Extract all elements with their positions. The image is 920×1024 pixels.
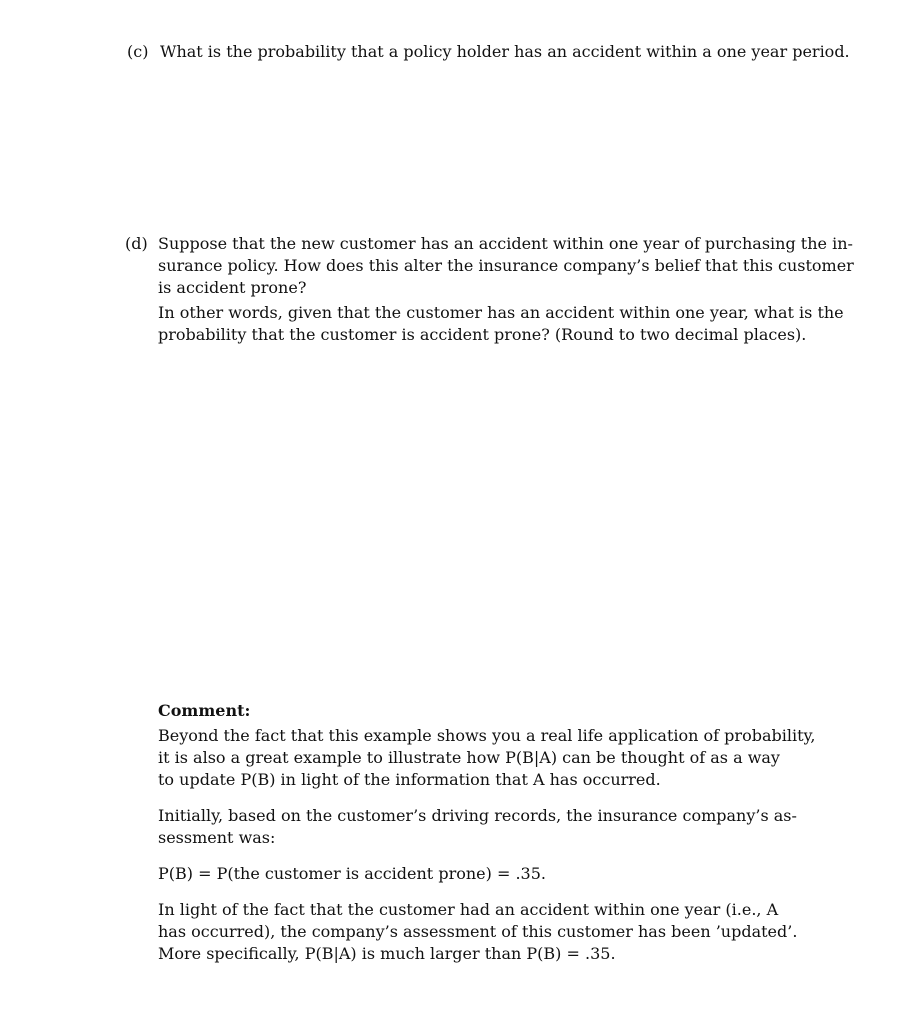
comment-formula-block: [158, 863, 778, 885]
comment-p2-line-1: Initially, based on the customer’s driving records, the insurance company’s as-: [158, 806, 797, 825]
comment-p3-line-3: More specifically, P(B|A) is much larger than P(B) = .35.: [158, 944, 616, 963]
comment-p1-line-3: to update P(B) in light of the information that A has occurred.: [158, 770, 661, 789]
comment-paragraph-2: [158, 805, 797, 849]
comment-p3-line-1: In light of the fact that the customer had an accident within one year (i.e., A: [158, 900, 779, 919]
question-c-label: (c): [127, 42, 149, 61]
comment-p1-line-1: Beyond the fact that this example shows you a real life application of probability,: [158, 726, 816, 745]
question-d-line-1: Suppose that the new customer has an accident within one year of purchasing the in-: [158, 234, 853, 253]
question-c-text-block: [160, 41, 860, 63]
comment-formula: P(B) = P(the customer is accident prone) = .35.: [158, 864, 546, 883]
question-c-text: What is the probability that a policy holder has an accident within a one year period.: [160, 42, 850, 61]
comment-p2-line-2: sessment was:: [158, 828, 276, 847]
comment-paragraph-3: [158, 899, 798, 965]
question-d-label: (d): [125, 234, 148, 253]
question-d-line-3: is accident prone?: [158, 278, 307, 297]
comment-p1-line-2: it is also a great example to illustrate how P(B|A) can be thought of as a way: [158, 748, 780, 767]
comment-p3-line-2: has occurred), the company’s assessment of this customer has been ’updated’.: [158, 922, 798, 941]
question-d-line-5: probability that the customer is accident prone? (Round to two decimal places).: [158, 325, 807, 344]
question-d-text-block: [158, 233, 854, 346]
comment-title: Comment:: [158, 701, 251, 720]
comment-paragraph-1: [158, 725, 816, 791]
comment-section: [158, 700, 816, 965]
question-d-line-4: In other words, given that the customer has an accident within one year, what is the: [158, 303, 844, 322]
question-d-line-2: surance policy. How does this alter the insurance company’s belief that this customer: [158, 256, 854, 275]
